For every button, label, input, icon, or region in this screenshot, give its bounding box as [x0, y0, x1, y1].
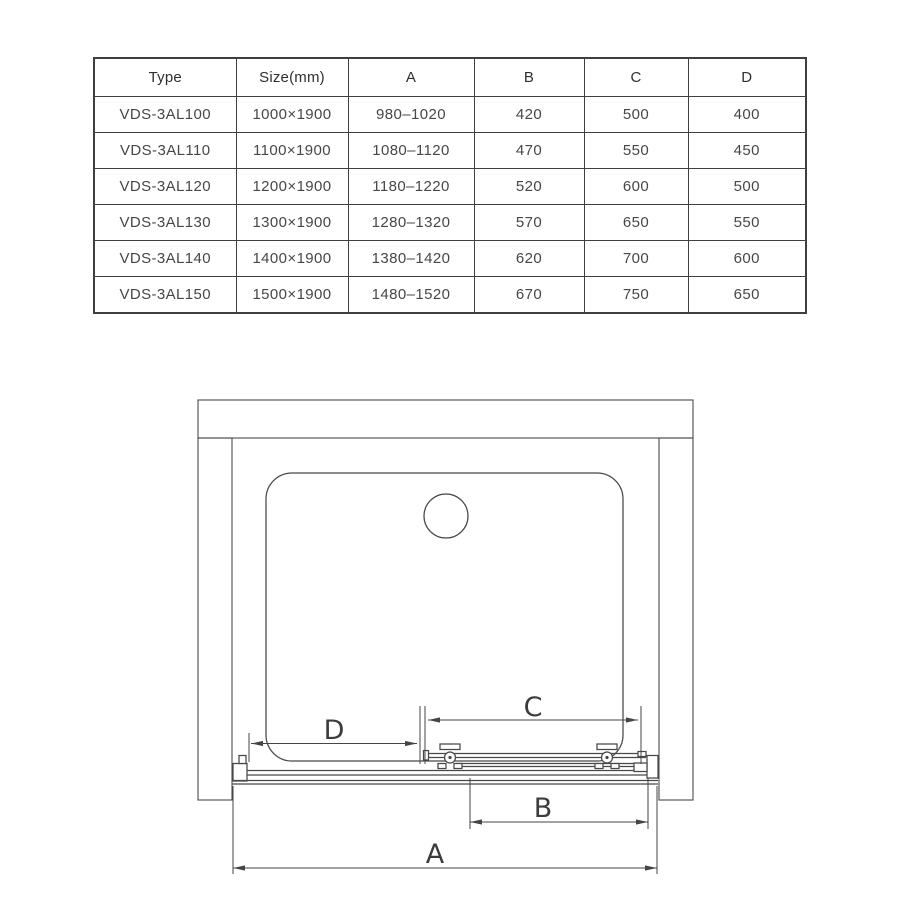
cell-c: 700: [584, 241, 688, 277]
cell-type: VDS-3AL120: [94, 169, 236, 205]
wall-profile-left: [233, 756, 247, 782]
cell-d: 450: [688, 133, 806, 169]
wall-right-column: [659, 438, 693, 800]
dim-label-a: A: [425, 839, 445, 870]
dim-label-b: B: [533, 793, 553, 824]
cell-size: 1500×1900: [236, 277, 348, 314]
cell-size: 1200×1900: [236, 169, 348, 205]
cell-a: 1280–1320: [348, 205, 474, 241]
dimension-b: [470, 778, 648, 829]
cell-a: 1480–1520: [348, 277, 474, 314]
dimension-a: [233, 786, 657, 874]
cell-b: 670: [474, 277, 584, 314]
cell-size: 1000×1900: [236, 97, 348, 133]
cell-c: 500: [584, 97, 688, 133]
cell-c: 550: [584, 133, 688, 169]
wall-left-column: [198, 438, 232, 800]
roller-right: [595, 744, 619, 769]
cell-c: 650: [584, 205, 688, 241]
cell-d: 500: [688, 169, 806, 205]
cell-type: VDS-3AL130: [94, 205, 236, 241]
dim-label-c: C: [523, 692, 543, 723]
cell-b: 520: [474, 169, 584, 205]
header-c: C: [584, 58, 688, 97]
sill-profile: [238, 768, 658, 777]
header-b: B: [474, 58, 584, 97]
cell-b: 420: [474, 97, 584, 133]
header-type: Type: [94, 58, 236, 97]
cell-a: 1380–1420: [348, 241, 474, 277]
door-assembly: [232, 744, 658, 784]
header-d: D: [688, 58, 806, 97]
cell-a: 980–1020: [348, 97, 474, 133]
cell-d: 400: [688, 97, 806, 133]
dimension-d: [249, 706, 420, 764]
cell-a: 1180–1220: [348, 169, 474, 205]
cell-type: VDS-3AL140: [94, 241, 236, 277]
cell-a: 1080–1120: [348, 133, 474, 169]
header-a: A: [348, 58, 474, 97]
cell-size: 1400×1900: [236, 241, 348, 277]
cell-size: 1300×1900: [236, 205, 348, 241]
cell-type: VDS-3AL100: [94, 97, 236, 133]
tray-outline: [266, 473, 623, 761]
cell-b: 470: [474, 133, 584, 169]
guide-rail: [456, 764, 650, 767]
wall-profile-right: [634, 752, 658, 779]
wall-top-band: [198, 400, 693, 438]
cell-d: 650: [688, 277, 806, 314]
cell-d: 600: [688, 241, 806, 277]
cell-b: 620: [474, 241, 584, 277]
dim-label-d: D: [323, 715, 345, 746]
shower-tray: [266, 473, 623, 761]
roller-left: [438, 744, 462, 769]
threshold-lines: [232, 781, 658, 785]
cell-type: VDS-3AL110: [94, 133, 236, 169]
cell-type: VDS-3AL150: [94, 277, 236, 314]
drain-circle: [424, 494, 468, 538]
cell-d: 550: [688, 205, 806, 241]
brick-walls: [198, 400, 693, 800]
cell-c: 750: [584, 277, 688, 314]
cell-b: 570: [474, 205, 584, 241]
cell-c: 600: [584, 169, 688, 205]
header-size: Size(mm): [236, 58, 348, 97]
sliding-panel-endcap: [424, 751, 429, 761]
dimension-lines: [233, 692, 657, 874]
cell-size: 1100×1900: [236, 133, 348, 169]
